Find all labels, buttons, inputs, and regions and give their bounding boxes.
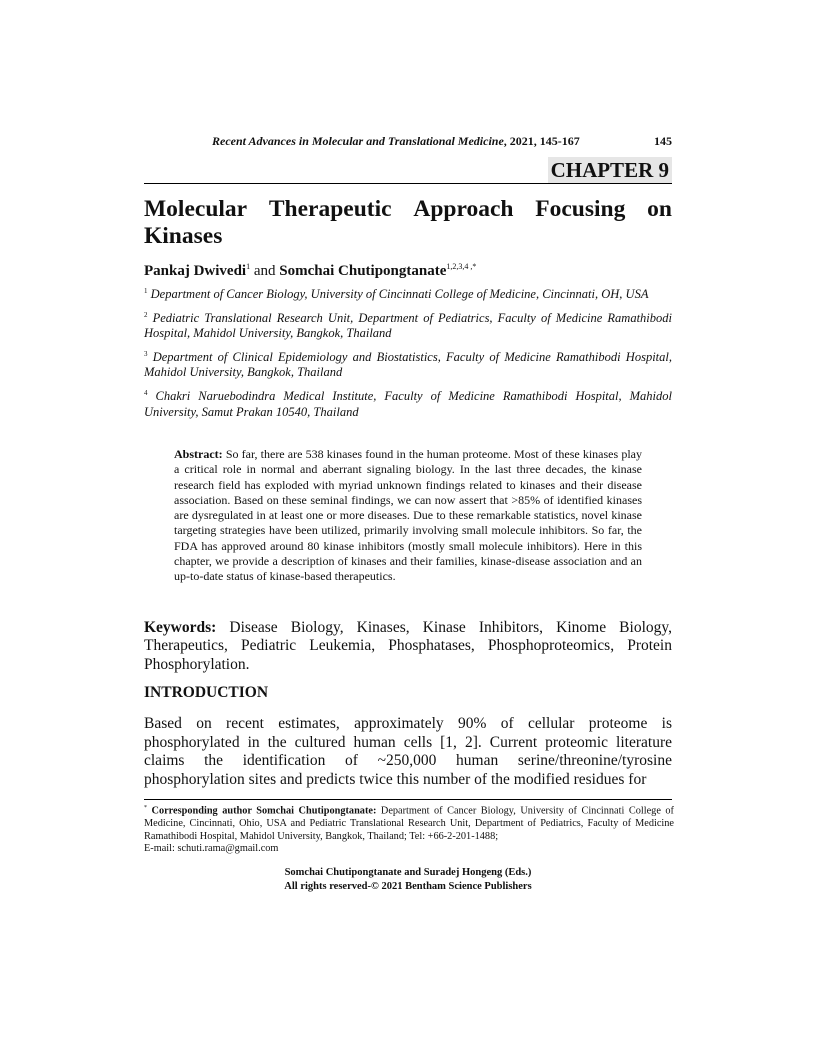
title-word: on xyxy=(647,196,672,222)
title-word: Molecular xyxy=(144,196,248,222)
footnote-text: Department of Cancer Biology, University of Cincinnati College of Medicine, Cincinnati, Ohio, USA and Pediatric Translational Research Unit, Department of Pediatrics, Faculty of Medicine Ramathibodi Hospital, Mahidol University, Bangkok, Thailand; Tel: +66-2-201-1488; xyxy=(144,805,674,842)
keywords xyxy=(144,619,672,674)
author-name: Pankaj Dwivedi xyxy=(144,263,247,279)
title-word: Focusing xyxy=(535,196,626,222)
affiliation xyxy=(144,308,672,341)
title-word: Approach xyxy=(413,196,514,222)
affiliation-text: Pediatric Translational Research Unit, Department of Pediatrics, Faculty of Medicine Ramathibodi Hospital, Mahidol University, Bangkok, Thailand xyxy=(144,311,673,341)
publisher-block xyxy=(144,866,672,893)
author-name: Somchai Chutipongtanate xyxy=(279,263,447,279)
journal-name: Recent Advances in Molecular and Translational Medicine xyxy=(212,134,504,148)
keywords-label: Keywords: xyxy=(144,619,217,636)
rights-line: All rights reserved-© 2021 Bentham Science Publishers xyxy=(284,880,532,892)
page-number: 145 xyxy=(654,134,672,148)
keywords-text: Disease Biology, Kinases, Kinase Inhibitors, Kinome Biology, Therapeutics, Pediatric Leukemia, Phosphatases, Phosphoproteomics, Protein Phosphorylation. xyxy=(144,619,672,673)
abstract-text: So far, there are 538 kinases found in the human proteome. Most of these kinases play a critical role in normal and aberrant signaling biology. In the last three decades, the kinase research field has exploded with myriad unknown findings related to kinases and their disease association. Based on these seminal findings, we can now assert that >85% of identified kinases are dysregulated in at least one or more diseases. Due to these remarkable statistics, novel kinase targeting strategies have been utilized, primarily involving small molecule inhibitors. So far, the FDA has approved around 80 kinase inhibitors (mostly small molecule inhibitors). Here in this chapter, we provide a description of kinases and their families, kinase-disease association and an up-to-date status of kinase-based therapeutics. xyxy=(174,447,642,584)
editors-line: Somchai Chutipongtanate and Suradej Hongeng (Eds.) xyxy=(284,867,532,878)
title-line-2: Kinases xyxy=(144,223,223,249)
introduction-paragraph: Based on recent estimates, approximately 90% of cellular proteome is phosphorylated in the cultured human cells [1, 2]. Current proteomic literature claims the identification of ~250,000 human serine/threonine/tyrosine phosphorylation sites and predicts twice this number of the modified residues for xyxy=(144,715,672,789)
affiliation-text: Department of Clinical Epidemiology and Biostatistics, Faculty of Medicine Ramathibodi Hospital, Mahidol University, Bangkok, Thailand xyxy=(144,350,672,380)
affiliation xyxy=(144,386,672,419)
affiliation-text: Department of Cancer Biology, University of Cincinnati College of Medicine, Cincinnati, OH, USA xyxy=(150,287,649,302)
abstract xyxy=(174,447,642,585)
footnote-marker: * xyxy=(144,805,147,811)
affiliation-number: 4 xyxy=(144,389,148,398)
chapter-rule xyxy=(144,183,672,184)
introduction-heading: INTRODUCTION xyxy=(144,684,269,701)
affiliation-number: 1 xyxy=(144,287,148,295)
affiliations xyxy=(144,284,672,426)
author-affil-sup: 1,2,3,4 ,* xyxy=(446,262,477,271)
author-list xyxy=(144,262,672,280)
footnote xyxy=(144,802,674,856)
author-affil-sup: 1 xyxy=(246,262,251,271)
title-word: Therapeutic xyxy=(268,196,392,222)
affiliation-number: 2 xyxy=(144,311,148,320)
running-header xyxy=(212,134,672,149)
author-conjunction: and xyxy=(250,263,280,279)
chapter-label: CHAPTER 9 xyxy=(548,157,672,184)
affiliation xyxy=(144,347,672,380)
affiliation-text: Chakri Naruebodindra Medical Institute, Faculty of Medicine Ramathibodi Hospital, Mahidol University, Samut Prakan 10540, Thailand xyxy=(144,389,672,419)
footnote-email: E-mail: schuti.rama@gmail.com xyxy=(144,843,279,855)
affiliation xyxy=(144,284,672,302)
title-line-1 xyxy=(144,196,672,223)
journal-meta: , 2021, 145-167 xyxy=(503,134,580,148)
footnote-label: Corresponding author Somchai Chutipongtanate: xyxy=(151,805,377,817)
footnote-rule xyxy=(144,799,672,800)
affiliation-number: 3 xyxy=(144,350,148,359)
abstract-label: Abstract: xyxy=(174,447,223,461)
chapter-title xyxy=(144,196,672,250)
